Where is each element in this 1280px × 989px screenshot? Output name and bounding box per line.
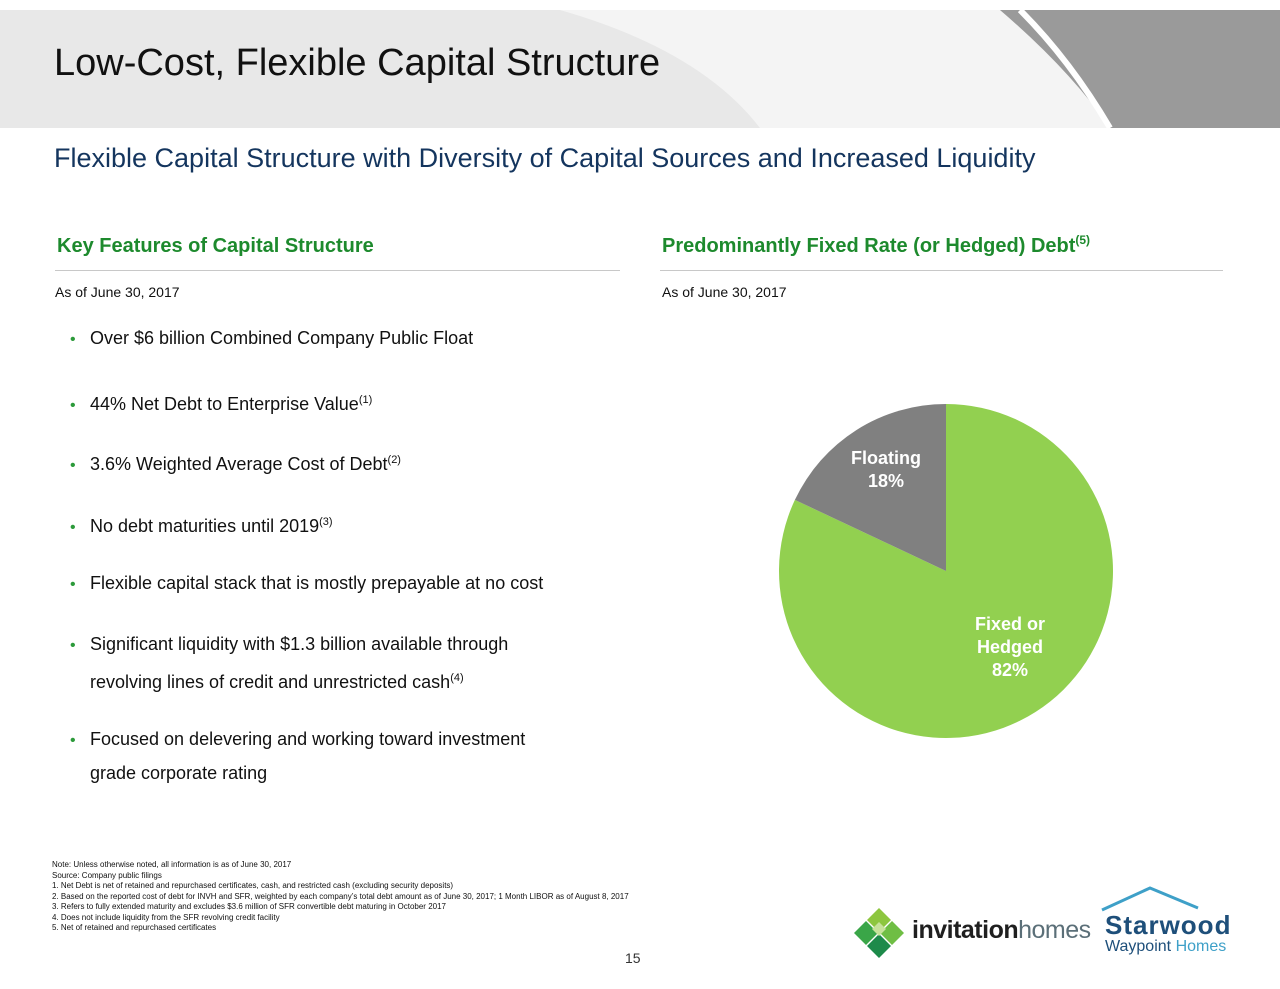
pie-label: Floating [851,448,921,468]
bullet-net-debt: • 44% Net Debt to Enterprise Value$^{(1)}$ [70,384,372,422]
invitation-homes-logo-mark [854,908,904,958]
starwood-roof-icon [1100,886,1200,912]
invitation-homes-wordmark: invitationhomes [912,916,1091,944]
bullet-cost-of-debt: • 3.6% Weighted Average Cost of Debt$^{(2)}$ [70,444,401,482]
bullet-public-float: • Over $6 billion Combined Company Public Float [70,322,473,356]
footnote-line: 5. Net of retained and repurchased certificates [52,923,217,932]
footnote-line: 1. Net Debt is net of retained and repurchased certificates, cash, and restricted cash (excluding security deposits) [52,881,454,890]
left-as-of: As of June 30, 2017 [55,284,180,300]
bullet-dot-icon: • [70,397,76,414]
footnote-line: 2. Based on the reported cost of debt for INVH and SFR, weighted by each company’s total debt amount as of June 30, 2017; 1 Month LIBOR as of August 8, 2017 [52,891,629,901]
footnotes [52,860,629,934]
bullet-dot-icon: • [70,331,76,348]
bullet-debt-maturities: • No debt maturities until 2019$^{(3)}$ [70,506,333,544]
footnote-line: Source: Company public filings [52,870,162,880]
footnote-ref: (1) [358,394,373,406]
bullet-liquidity: • Significant liquidity with $1.3 billion available through revolving lines of credit and unrestricted cash$^{(4)}$ [70,628,508,698]
pie-label: Fixed or [974,614,1046,634]
footnote-line: 3. Refers to fully extended maturity and excludes $3.6 million of SFR convertible debt maturing in October 2017 [52,902,446,911]
footnote-line: 4. Does not include liquidity from the SFR revolving credit facility [52,912,280,922]
left-divider [55,270,620,271]
key-features-heading: Key Features of Capital Structure [57,235,374,257]
right-as-of: As of June 30, 2017 [662,284,787,300]
bullet-dot-icon: • [70,732,76,749]
fixed-rate-debt-heading: Predominantly Fixed Rate (or Hedged) Debt$^{(5)}$ [662,233,1091,257]
waypoint-homes-wordmark: Waypoint Homes [1105,938,1227,955]
bullet-capital-stack: • Flexible capital stack that is mostly prepayable at no cost [70,567,543,601]
bullet-dot-icon: • [70,457,76,474]
bullet-dot-icon: • [70,519,76,536]
footnote-line: Note: Unless otherwise noted, all information is as of June 30, 2017 [52,860,292,869]
bullet-dot-icon: • [70,637,76,654]
bullet-investment-grade: • Focused on delevering and working toward investment grade corporate rating [70,723,525,789]
bullet-dot-icon: • [70,576,76,593]
pie-label: Hedged [976,637,1044,657]
right-divider [660,270,1223,271]
starwood-wordmark: Starwood [1105,910,1232,940]
footnote-ref: (4) [450,672,464,684]
debt-mix-pie-chart [760,390,1140,750]
pie-label: 18% [867,471,905,491]
pie-label: 82% [991,660,1029,680]
page-subtitle: Flexible Capital Structure with Diversity of Capital Sources and Increased Liquidity [54,143,1036,173]
page-title: Low-Cost, Flexible Capital Structure [54,42,661,84]
company-logos [850,880,1240,960]
footnote-ref: (3) [319,516,333,528]
footnote-ref: (5) [1075,233,1091,247]
footnote-ref: (2) [387,454,401,466]
page-number: 15 [625,950,641,966]
